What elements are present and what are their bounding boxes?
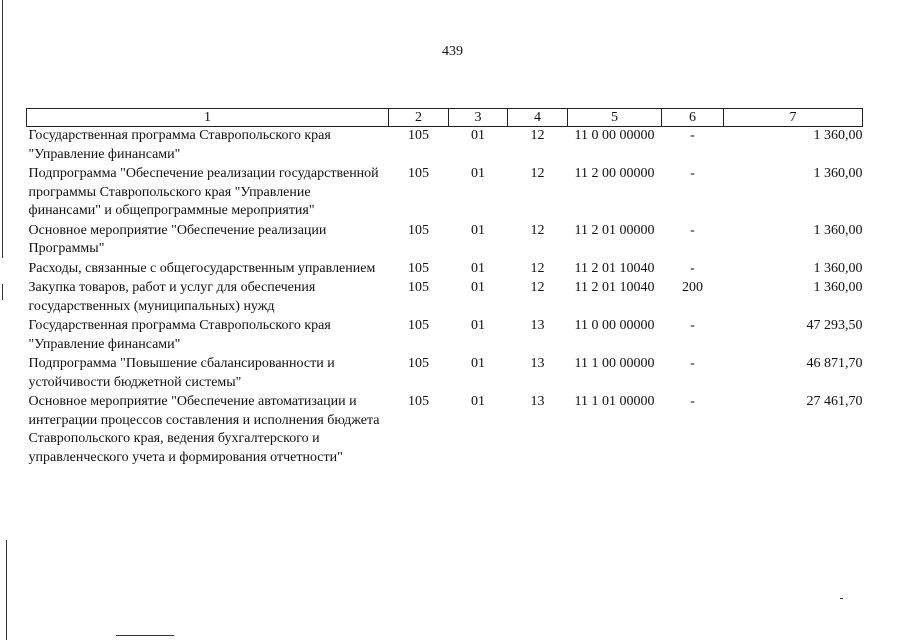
row-name: Подпрограмма "Повышение сбалансированности и устойчивости бюджетной системы" — [28, 356, 335, 390]
row-col5: 11 2 01 10040 — [574, 280, 655, 295]
row-col6: - — [690, 166, 695, 181]
row-col5: 11 1 00 00000 — [574, 356, 655, 371]
row-amount: 1 360,00 — [813, 166, 863, 181]
column-header-4: 4 — [508, 109, 568, 127]
row-col5: 11 0 00 00000 — [574, 128, 655, 143]
row-col4: 12 — [530, 222, 545, 238]
table-header-row — [27, 109, 863, 127]
scan-bottom-mark — [116, 635, 174, 636]
row-col2: 105 — [408, 166, 429, 181]
column-header-3: 3 — [449, 109, 508, 127]
row-col2: 105 — [408, 356, 429, 371]
row-col2: 105 — [408, 128, 429, 143]
row-col5: 11 2 00 00000 — [574, 166, 655, 181]
row-col4: 12 — [530, 128, 545, 143]
row-name: Расходы, связанные с общегосударственным управлением — [28, 260, 376, 276]
row-col4: 12 — [530, 280, 545, 295]
table-row — [27, 317, 863, 355]
row-name: Основное мероприятие "Обеспечение автоматизации и интеграции процессов составления и исполнения бюджета Ставропольского края, ведения бухгалтерского и управленческого учета и формирования отчетности" — [28, 394, 380, 465]
row-col5: 11 2 01 10040 — [574, 260, 655, 276]
row-col3: 01 — [471, 260, 485, 276]
table-row — [27, 127, 863, 166]
column-header-7: 7 — [724, 109, 863, 127]
budget-table — [26, 108, 863, 468]
row-col5: 11 2 01 00000 — [574, 222, 655, 238]
row-name: Государственная программа Ставропольского края "Управление финансами" — [28, 318, 331, 352]
row-col3: 01 — [471, 280, 485, 295]
row-name: Основное мероприятие "Обеспечение реализации Программы" — [28, 222, 327, 256]
row-col4: 13 — [530, 356, 545, 371]
row-amount: 1 360,00 — [813, 280, 863, 295]
table-row — [27, 355, 863, 393]
row-col2: 105 — [408, 260, 429, 276]
row-col3: 01 — [471, 222, 485, 238]
row-name: Подпрограмма "Обеспечение реализации государственной программы Ставропольского края "Управление финансами" и общепрограммные мероприятия" — [28, 166, 379, 218]
row-col3: 01 — [471, 128, 485, 143]
row-col4: 13 — [530, 394, 545, 409]
table-row — [27, 279, 863, 317]
row-col4: 13 — [530, 318, 545, 333]
row-col5: 11 1 01 00000 — [574, 394, 655, 409]
row-col4: 12 — [530, 260, 545, 276]
table-row — [27, 165, 863, 222]
row-col5: 11 0 00 00000 — [574, 318, 655, 333]
row-col3: 01 — [471, 394, 485, 409]
row-amount: 1 360,00 — [813, 222, 863, 238]
row-col6: - — [690, 222, 695, 238]
column-header-6: 6 — [662, 109, 724, 127]
row-amount: 46 871,70 — [806, 356, 863, 371]
row-col6: - — [690, 128, 695, 143]
row-col6: - — [690, 318, 695, 333]
row-name: Государственная программа Ставропольского края "Управление финансами" — [28, 128, 331, 162]
row-col2: 105 — [408, 222, 429, 238]
table-row — [27, 222, 863, 260]
row-col2: 105 — [408, 280, 429, 295]
table-row — [27, 260, 863, 280]
column-header-1: 1 — [27, 109, 389, 127]
row-col3: 01 — [471, 166, 485, 181]
row-col2: 105 — [408, 394, 429, 409]
row-col6: 200 — [682, 280, 703, 295]
page-number: 439 — [442, 44, 463, 59]
row-col3: 01 — [471, 318, 485, 333]
table-row — [27, 393, 863, 468]
row-col6: - — [690, 260, 695, 276]
row-col6: - — [690, 356, 695, 371]
scan-edge-line — [2, 0, 3, 258]
scan-edge-mark — [2, 284, 3, 300]
row-amount: 47 293,50 — [806, 318, 863, 333]
column-header-2: 2 — [389, 109, 449, 127]
row-amount: 27 461,70 — [806, 394, 863, 409]
row-amount: 1 360,00 — [813, 260, 863, 276]
row-col2: 105 — [408, 318, 429, 333]
row-amount: 1 360,00 — [813, 128, 863, 143]
column-header-5: 5 — [568, 109, 662, 127]
row-col6: - — [690, 394, 695, 409]
scan-edge-line — [6, 540, 7, 640]
row-col4: 12 — [530, 166, 545, 181]
row-name: Закупка товаров, работ и услуг для обеспечения государственных (муниципальных) нужд — [28, 280, 316, 314]
scan-dot — [840, 598, 843, 599]
row-col3: 01 — [471, 356, 485, 371]
